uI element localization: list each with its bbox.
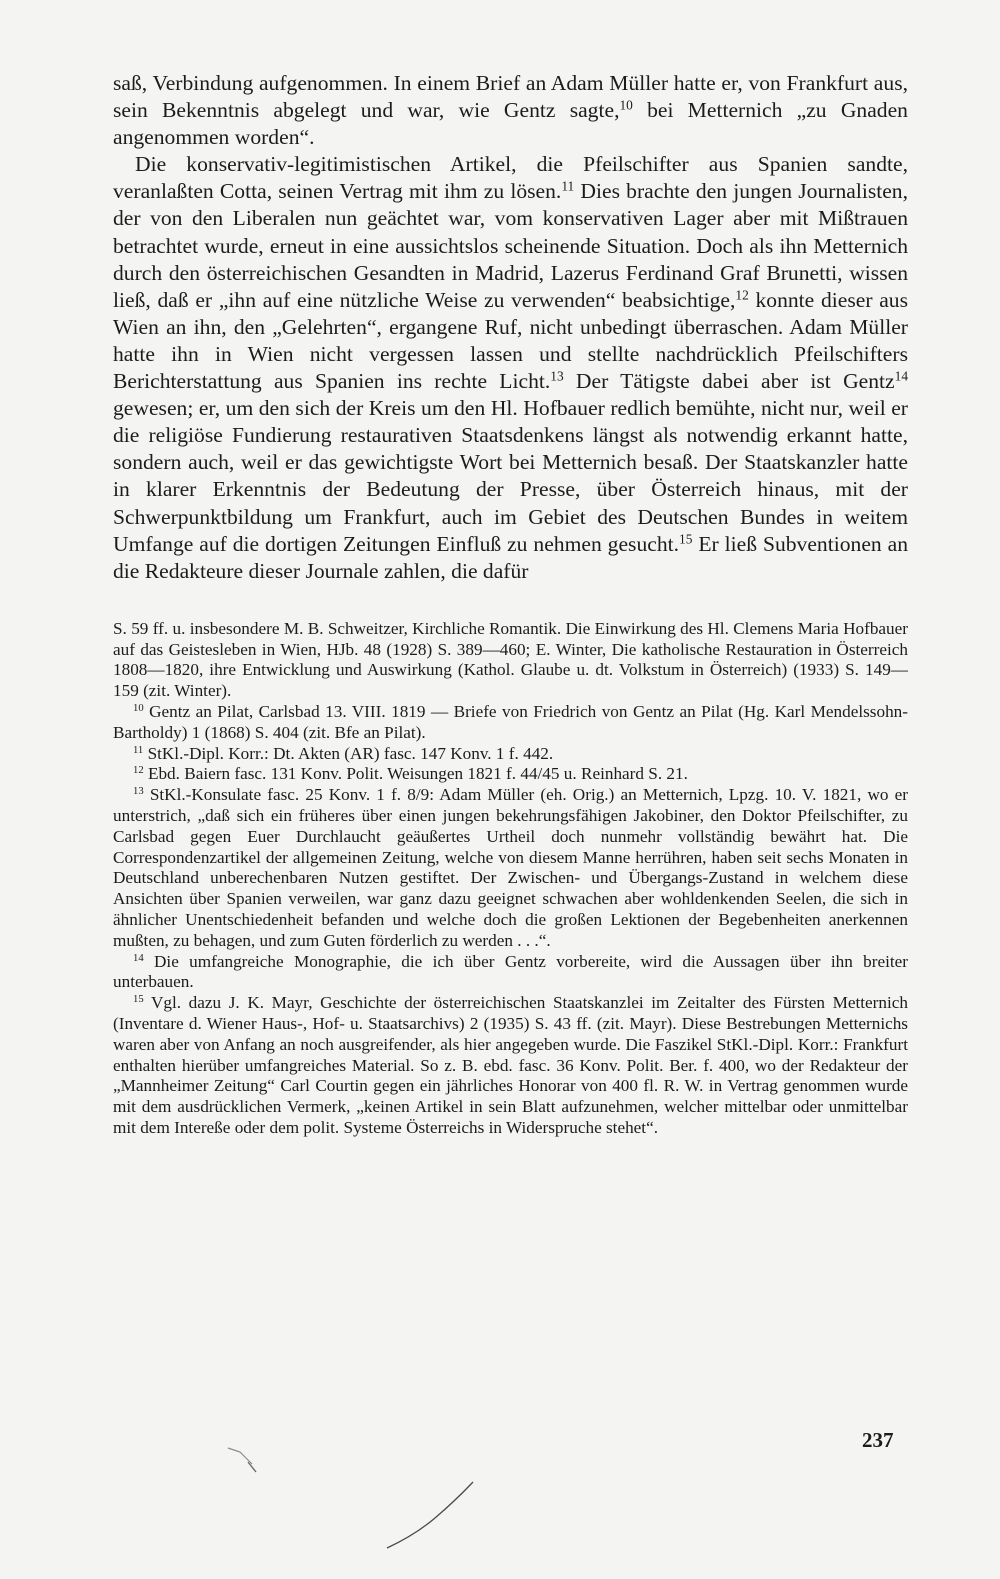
page-content <box>113 70 908 1139</box>
body-paragraph <box>113 70 908 151</box>
body-text-segment: Der Tätigste dabei aber ist Gentz <box>563 369 895 394</box>
footnote <box>113 619 908 702</box>
page-number: 237 <box>862 1428 894 1452</box>
footnote-number: 11 <box>133 744 144 756</box>
body-text-segment: gewesen; er, um den sich der Kreis um den Hl. Hofbauer redlich bemühte, nicht nur, weil er die religiöse Fundierung restaurativen Staatsdenkens längst als notwendig erkannt hatte, sondern auch, weil er das gewichtigste Wort bei Metternich besaß. Der Staatskanzler hatte in klarer Erkenntnis der Bedeutung der Presse, über Österreich hinaus, mit der Schwerpunktbildung um Frankfurt, auch im Gebiet des Deutschen Bundes in weitem Umfange auf die dortigen Zeitungen Einfluß zu nehmen gesucht. <box>113 396 908 556</box>
body-text-segment: konnte dieser aus Wien an ihn, den „Gelehrten“, ergangene Ruf, nicht unbedingt überraschen. Adam Müller hatte ihn in Wien nicht vergessen lassen und stellte nachdrücklich Pfeilschifters Berichterstattung aus Spanien ins rechte Licht. <box>113 287 909 394</box>
footnote-number: 14 <box>133 952 144 964</box>
footnote-ref: 13 <box>550 368 564 384</box>
footnote <box>113 764 908 785</box>
footnote-ref: 15 <box>679 531 693 547</box>
footnote-number: 15 <box>133 994 144 1006</box>
footnote-text: Vgl. dazu J. K. Mayr, Geschichte der österreichischen Staatskanzlei im Zeitalter des Fürsten Metternich (Inventare d. Wiener Haus-, Hof- u. Staatsarchivs) 2 (1935) S. 43 ff. (zit. Mayr). Diese Bestrebungen Metternichs waren aber von Anfang an noch ausgreifender, als hier angegeben wurde. Die Faszikel StKl.-Dipl. Korr.: Frankfurt enthalten hierüber umfangreiches Material. So z. B. ebd. fasc. 36 Konv. Polit. Ber. f. 400, wo der Redakteur der „Mannheimer Zeitung“ Carl Courtin gegen ein jährliches Honorar von 400 fl. R. W. in Vertrag genommen wurde mit dem ausdrücklichen Vermerk, „keinen Artikel in sein Blatt aufzunehmen, welcher mittelbar oder unmittelbar mit dem Intereße oder dem polit. Systeme Österreichs in Widerspruche stehet“. <box>113 993 908 1137</box>
footnote-number: 10 <box>133 703 144 715</box>
footnote-ref: 10 <box>619 97 633 113</box>
body-paragraph <box>113 151 908 585</box>
footnote-ref: 14 <box>894 368 909 384</box>
footnote-number: 12 <box>133 765 144 777</box>
body-text-segment: Er ließ Subventionen an die Redakteure dieser Journale zahlen, die dafür <box>113 531 909 583</box>
footnote <box>113 702 908 744</box>
footnote <box>113 952 908 994</box>
body-text <box>113 70 908 585</box>
footnote <box>113 744 908 765</box>
footnote <box>113 785 908 951</box>
pencil-line <box>385 1480 475 1550</box>
footnote-text: S. 59 ff. u. insbesondere M. B. Schweitzer, Kirchliche Romantik. Die Einwirkung des Hl. Clemens Maria Hofbauer auf das Geistesleben in Wien, HJb. 48 (1928) S. 389—460; E. Winter, Die katholische Restauration in Österreich 1808—1820, ihre Entwicklung und Auswirkung (Kathol. Glaube u. dt. Volkstum in Österreich) (1933) S. 149—159 (zit. Winter). <box>113 618 908 701</box>
footnote-text: Ebd. Baiern fasc. 131 Konv. Polit. Weisungen 1821 f. 44/45 u. Reinhard S. 21. <box>143 764 688 784</box>
body-text-segment: saß, Verbindung aufgenommen. In einem Brief an Adam Müller hatte er, von Frankfurt aus, sein Bekenntnis abgelegt und war, wie Gentz sagte, <box>113 71 908 123</box>
footnote-number: 13 <box>133 786 144 798</box>
footnotes <box>113 619 908 1139</box>
footnote-ref: 12 <box>735 287 749 303</box>
footnote-text: Gentz an Pilat, Carlsbad 13. VIII. 1819 — Briefe von Friedrich von Gentz an Pilat (Hg. Karl Mendelssohn-Bartholdy) 1 (1868) S. 404 (zit. Bfe an Pilat). <box>113 701 908 742</box>
body-text-segment: Dies brachte den jungen Journalisten, der von den Liberalen nun geächtet war, vom konservativen Lager aber mit Mißtrauen betrachtet wurde, erneut in eine aussichtslos scheinende Situation. Doch als ihn Metternich durch den österreichischen Gesandten in Madrid, Lazerus Ferdinand Graf Brunetti, wissen ließ, daß er „ihn auf eine nützliche Weise zu verwenden“ beabsichtige, <box>113 179 909 312</box>
footnote <box>113 993 908 1139</box>
body-text-segment: bei Metternich „zu Gnaden angenommen worden“. <box>113 98 908 150</box>
footnote-text: StKl.-Konsulate fasc. 25 Konv. 1 f. 8/9: Adam Müller (eh. Orig.) an Metternich, Lpzg. 10. V. 1821, wo er unterstrich, „daß sich ein früheres über einen jungen bekehrungsfähigen Jakobiner, den Doktor Pfeilschifter, zu Carlsbad gegen Euer Durchlaucht geäußertes Urtheil doch nunmehr vollständig bewährt hat. Die Correspondenzartikel der allgemeinen Zeitung, welche von diesem Manne herrühren, haben seit sechs Monaten in Deutschland unberechenbaren Nutzen gestiftet. Der Zwischen- und Übergangs-Zustand in welchem diese Ansichten über Spanien verweilen, war ganz dazu geeignet schwachen aber wohldenkenden Seelen, die sich in ähnlicher Unentschiedenheit befanden und welche doch die großen Lektionen der Begebenheiten anerkennen mußten, zu behagen, und zum Guten förderlich zu werden . . .“. <box>113 785 908 950</box>
body-text-segment: Die konservativ-legitimistischen Artikel, die Pfeilschifter aus Spanien sandte, veranlaßten Cotta, seinen Vertrag mit ihm zu lösen. <box>113 152 908 204</box>
footnote-ref: 11 <box>561 179 575 195</box>
footnote-text: Die umfangreiche Monographie, die ich über Gentz vorbereite, wird die Aussagen über ihn breiter unterbauen. <box>113 951 908 992</box>
footnote-text: StKl.-Dipl. Korr.: Dt. Akten (AR) fasc. 147 Konv. 1 f. 442. <box>143 743 554 763</box>
pencil-smudge <box>222 1436 262 1476</box>
